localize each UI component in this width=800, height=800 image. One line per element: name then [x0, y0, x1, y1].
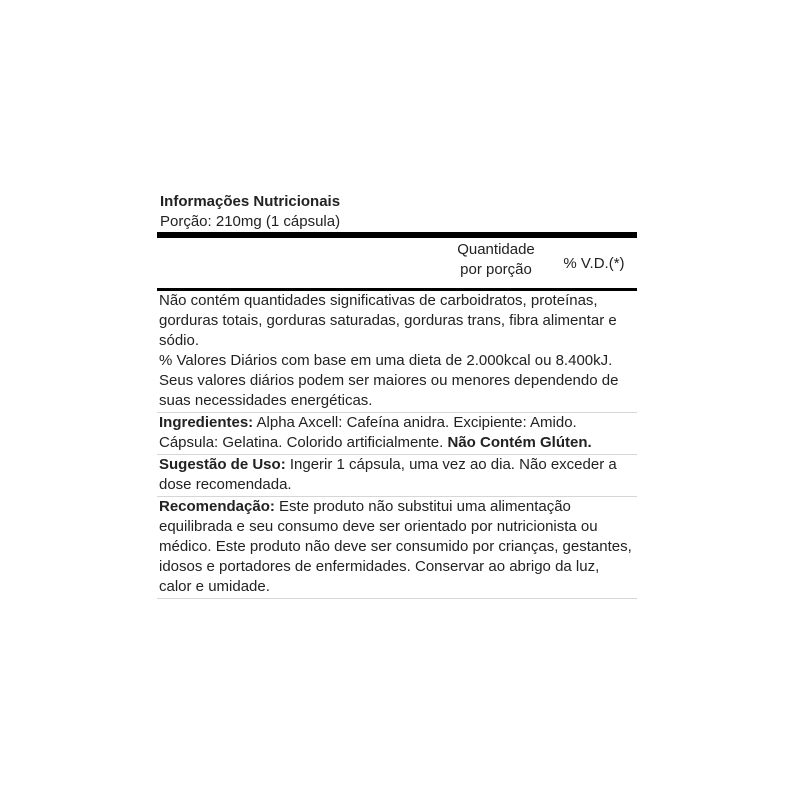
usage-section [157, 455, 637, 497]
notes-section [157, 291, 637, 413]
ingredients-text: Alpha Axcell: Cafeína anidra. Excipiente: Amido. Cápsula: Gelatina. Colorido artificialmente. [159, 414, 577, 451]
recommendation-text: Este produto não substitui uma alimentação equilibrada e seu consumo deve ser orientado por nutricionista ou médico. Este produto não deve ser consumido por crianças, gestantes, idosos e portadores de enfermidades. Conservar ao abrigo da luz, calor e umidade. [159, 498, 632, 595]
quantity-column-header [449, 240, 543, 280]
daily-value-column-header: % V.D.(*) [563, 255, 625, 272]
label-title: Informações Nutricionais [160, 193, 341, 210]
nutrition-facts-label [157, 192, 637, 599]
ingredients-label: Ingredientes: [159, 414, 254, 431]
usage-text: Ingerir 1 cápsula, uma vez ao dia. Não exceder a dose recomendada. [159, 456, 617, 493]
serving-size: Porção: 210mg (1 cápsula) [157, 212, 637, 238]
gluten-statement: Não Contém Glúten. [447, 434, 592, 451]
usage-label: Sugestão de Uso: [159, 456, 286, 473]
ingredients-section [157, 413, 637, 455]
column-header-row [157, 238, 637, 291]
quantity-header-line1: Quantidade [457, 241, 535, 258]
recommendation-section [157, 497, 637, 599]
quantity-header-line2: por porção [460, 261, 532, 278]
recommendation-label: Recomendação: [159, 498, 275, 515]
daily-values-note: % Valores Diários com base em uma dieta de 2.000kcal ou 8.400kJ. Seus valores diários podem ser maiores ou menores dependendo de suas necessidades energéticas. [159, 352, 619, 409]
insignificant-amounts-note: Não contém quantidades significativas de carboidratos, proteínas, gorduras totais, gorduras saturadas, gorduras trans, fibra alimentar e sódio. [159, 292, 617, 349]
